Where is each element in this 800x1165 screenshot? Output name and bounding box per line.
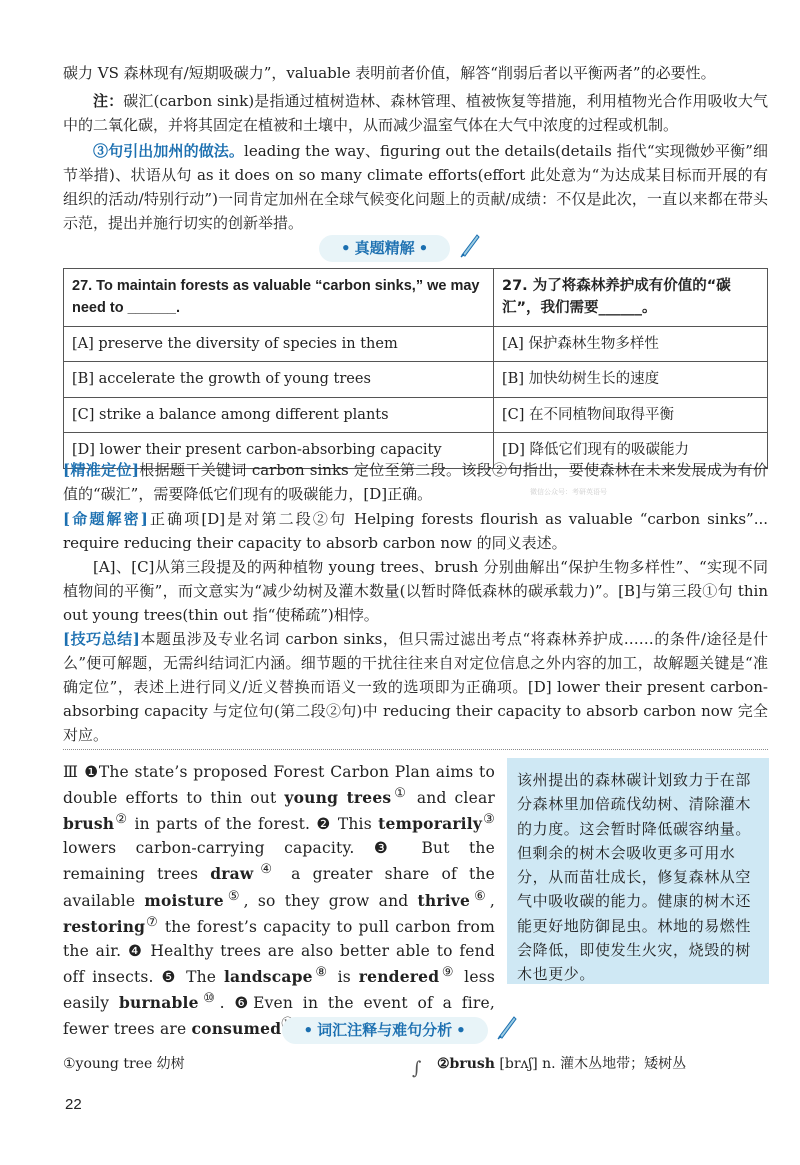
vocab-word-burnable: burnable (118, 993, 199, 1013)
question-stem-zh: 27. 为了将森林养护成有价值的“碳汇”，我们需要______。 (494, 269, 768, 327)
pen-icon (459, 232, 481, 265)
analysis-skill (63, 627, 768, 747)
option-en-a: [A] preserve the diversity of species in them (64, 326, 494, 361)
point3-label: ③句引出加州的做法。 (93, 142, 245, 160)
option-zh-b: [B] 加快幼树生长的速度 (494, 362, 768, 397)
vocab-item-2: ②brush [brʌʃ] n. 灌木丛地带；矮树丛 (437, 1056, 687, 1072)
note-text: 碳汇(carbon sink)是指通过植树造林、森林管理、植被恢复等措施，利用植物光合作用吸收大气中的二氧化碳，并将其固定在植被和土壤中，从而减少温室气体在大气中浓度的过程或机制。 (63, 92, 768, 134)
sentence-marker-2: ❷ (316, 815, 332, 834)
vocab-word-temporarily: temporarily (378, 814, 483, 834)
binding-hook-icon: ∫ (412, 1058, 422, 1079)
locate-text: 根据题干关键词 carbon sinks 定位至第二段。该段②句指出，要使森林在未来发展成为有价值的“碳汇”，需要降低它们现有的吸碳能力，[D]正确。 (63, 461, 768, 503)
option-zh-a: [A] 保护森林生物多样性 (494, 326, 768, 361)
note-label: 注： (93, 92, 124, 110)
section-title-vocab (0, 1014, 800, 1047)
passage-paragraph: Ⅲ ❶The state’s proposed Forest Carbon Plan aims to double efforts to thin out young trees① and clear brush② in parts of the forest. ❷ This temporarily③ lowers carbon-carrying capacity. ❸ But the remaining trees draw④ a greater share of the available moisture⑤, so they grow and thrive⑥, restoring⑦ the forest’s capacity to pull carbon from the air. ❹ Healthy trees are also better able to fend off insects. ❺ The landscape⑧ is rendered⑨ less easily burnable⑩. ❻Even in the event of a fire, fewer trees are consumed (63, 763, 496, 1039)
vocab-word-restoring: restoring (63, 916, 146, 936)
sentence-marker-5: ❺ (161, 968, 179, 987)
point3-paragraph (63, 139, 768, 235)
decode-tag: [命题解密] (63, 510, 148, 528)
option-zh-c: [C] 在不同植物间取得平衡 (494, 397, 768, 432)
intro-line: 碳力 VS 森林现有/短期吸碳力”，valuable 表明前者价值，解答“削弱后者以平衡两者”的必要性。 (63, 64, 716, 82)
divider (63, 749, 768, 750)
vocab-word-moisture: moisture (144, 890, 224, 910)
skill-tag: [技巧总结] (63, 630, 140, 648)
sentence-marker-3: ❸ (373, 839, 403, 858)
vocab-word-landscape: landscape (223, 967, 313, 987)
section-pill: • 真题精解 • (319, 235, 450, 262)
sentence-marker-6: ❻ (234, 994, 254, 1013)
option-en-d: [D] lower their present carbon-absorbing capacity (64, 433, 494, 468)
section-pill-2: • 词汇注释与难句分析 • (282, 1017, 488, 1044)
vocab-item-1: ①young tree 幼树 (63, 1056, 185, 1072)
question-stem-en: 27. To maintain forests as valuable “carbon sinks,” we may need to ______. (64, 269, 494, 327)
option-en-c: [C] strike a balance among different plants (64, 397, 494, 432)
section-title-2-text: 词汇注释与难句分析 (317, 1020, 453, 1039)
section-title-answer (0, 232, 800, 265)
option-en-b: [B] accelerate the growth of young trees (64, 362, 494, 397)
note-paragraph (63, 89, 768, 137)
sentence-marker-1: ❶ (84, 763, 99, 781)
vocab-word-young-trees: young trees (284, 788, 392, 808)
section-numeral: Ⅲ (63, 763, 79, 781)
vocab-word-rendered: rendered (358, 967, 440, 987)
option-zh-d: [D] 降低它们现有的吸碳能力 (494, 433, 768, 468)
pen-icon-2 (496, 1014, 518, 1047)
vocab-word-consumed: consumed (191, 1019, 282, 1039)
analysis-locate (63, 458, 768, 506)
vocab-word-draw: draw (210, 864, 254, 884)
question-table (63, 268, 768, 469)
vocab-word-brush: brush (63, 814, 115, 834)
sentence-marker-4: ❹ (127, 941, 144, 960)
decode-text: 正确项[D]是对第二段②句 Helping forests flourish as valuable “carbon sinks”... require reducing their capacity to absorb carbon now 的同义表述。 (63, 510, 768, 552)
vocab-word-thrive: thrive (417, 890, 471, 910)
analysis-decode-2: [A]、[C]从第三段提及的两种植物 young trees、brush 分别曲解出“保护生物多样性”、“实现不同植物间的平衡”，而文意实为“减少幼树及灌木数量(以暂时降低森林的碳承载力)”。[B]与第三段①句 thin out young trees(thin out 指“使稀疏”)相悖。 (63, 558, 768, 624)
watermark: 微信公众号：考研英语号 (530, 488, 607, 496)
page-number: 22 (65, 1096, 82, 1113)
translation-box: 该州提出的森林碳计划致力于在部分森林里加倍疏伐幼树、清除灌木的力度。这会暂时降低碳容纳量。但剩余的树木会吸收更多可用水分，从而苗壮成长，修复森林从空气中吸收碳的能力。健康的树木还能更好地防御昆虫。林地的易燃性会降低，即使发生火灾，烧毁的树木也更少。 (507, 758, 769, 984)
locate-tag: [精准定位] (63, 461, 139, 479)
section-title-text: 真题精解 (354, 238, 415, 257)
point3-text: leading the way、figuring out the details(details 指代“实现微妙平衡”细节举措)、状语从句 as it does on so many climate efforts(effort 此处意为“为达成某目标而开展的有组织的活动/特别行动”)一同肯定加州在全球气候变化问题上的贡献/成绩：不仅是此次，一直以来都在带头示范，提出并施行切实的创新举措。 (63, 142, 768, 232)
skill-text: 本题虽涉及专业名词 carbon sinks，但只需过滤出考点“将森林养护成……的条件/途径是什么”便可解题，无需纠结词汇内涵。细节题的干扰往往来自对定位信息之外内容的加工，故解题关键是“准确定位”，表述上进行同义/近义替换而语义一致的选项即为正确项。[D] lower their present carbon-absorbing capacity 与定位句(第二段②句)中 reducing their capacity to absorb carbon now 完全对应。 (63, 630, 768, 744)
analysis-decode (63, 507, 768, 555)
